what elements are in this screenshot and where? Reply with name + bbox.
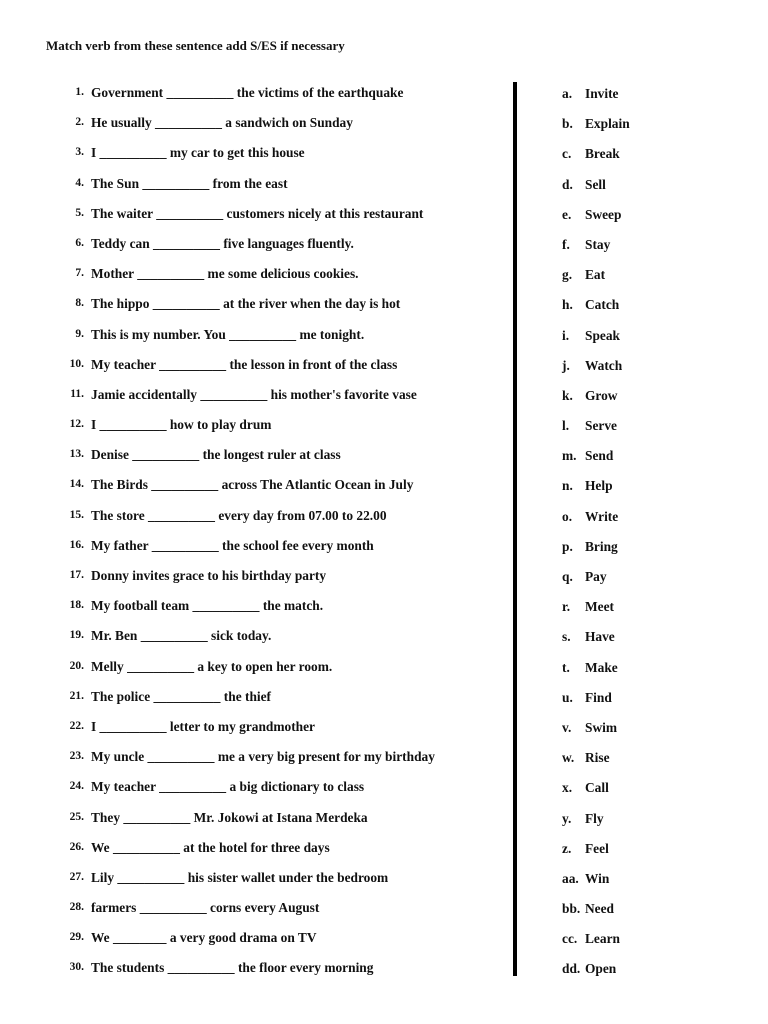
answer-word: Learn (585, 931, 620, 947)
answer-word: Have (585, 629, 615, 645)
question-number: 13. (69, 448, 84, 461)
answer-letter: r. (562, 599, 571, 615)
answer-letter: x. (562, 780, 573, 796)
question-text: Denise __________ the longest ruler at class (91, 447, 341, 463)
answer-word: Eat (585, 267, 606, 283)
question-text: Teddy can __________ five languages fluently. (91, 235, 354, 251)
question-number: 17. (69, 569, 84, 581)
question-number: 25. (69, 810, 84, 823)
question-number: 9. (75, 327, 84, 340)
question-number: 22. (69, 719, 84, 732)
answer-item (0, 357, 768, 387)
answer-letter: h. (562, 297, 573, 313)
answer-item (0, 749, 768, 779)
answer-letter: b. (562, 116, 573, 132)
question-number: 28. (69, 901, 84, 914)
question-number: 26. (69, 840, 84, 853)
answer-item (0, 85, 768, 115)
question-number: 20. (69, 659, 84, 672)
answer-word: Call (585, 780, 609, 796)
answer-item (0, 900, 768, 930)
answer-word: Stay (585, 236, 611, 252)
question-text: They __________ Mr. Jokowi at Istana Merdeka (91, 809, 368, 825)
answer-item (0, 659, 768, 689)
answer-word: Win (585, 870, 610, 886)
answer-letter: dd. (562, 961, 581, 977)
question-number: 30. (69, 961, 84, 974)
question-text: We __________ at the hotel for three days (91, 839, 330, 855)
answer-letter: k. (562, 387, 573, 403)
question-text: I __________ how to play drum (91, 417, 272, 433)
answer-item (0, 115, 768, 145)
question-text: The Sun __________ from the east (91, 175, 288, 191)
answer-item (0, 206, 768, 236)
question-text: I __________ my car to get this house (91, 145, 305, 161)
answer-item (0, 598, 768, 628)
answer-letter: aa. (562, 870, 579, 886)
question-number: 27. (69, 870, 84, 883)
answer-word: Write (585, 508, 619, 524)
answer-word: Serve (585, 418, 617, 434)
question-text: This is my number. You __________ me tonight. (91, 326, 365, 342)
answer-word: Invite (585, 86, 619, 101)
answer-word: Rise (585, 750, 610, 766)
question-number: 8. (75, 297, 84, 310)
question-number: 12. (69, 418, 84, 431)
answer-item (0, 810, 768, 840)
answer-item (0, 930, 768, 960)
question-text: Mother __________ me some delicious cookies. (91, 266, 359, 282)
answer-item (0, 387, 768, 417)
answer-item (0, 477, 768, 507)
question-text: Jamie accidentally __________ his mother's favorite vase (91, 386, 417, 402)
answer-word: Explain (585, 116, 630, 132)
answer-letter: v. (562, 719, 572, 735)
question-number: 3. (75, 146, 84, 159)
question-text: Melly __________ a key to open her room. (91, 658, 333, 674)
answer-word: Feel (585, 840, 609, 856)
answer-letter: m. (562, 448, 577, 464)
question-number: 1. (75, 86, 84, 98)
answer-word: Sell (585, 176, 606, 192)
answer-word: Catch (585, 297, 620, 313)
worksheet-instructions: Match verb from these sentence add S/ES if necessary (46, 38, 345, 53)
question-text: farmers __________ corns every August (91, 900, 320, 916)
answer-item (0, 719, 768, 749)
answer-word: Sweep (585, 206, 622, 222)
answer-letter: o. (562, 508, 573, 524)
answer-letter: a. (562, 86, 573, 101)
answer-item (0, 447, 768, 477)
answer-word: Help (585, 478, 613, 494)
question-text: The Birds __________ across The Atlantic Ocean in July (91, 477, 414, 493)
question-text: My teacher __________ the lesson in front of the class (91, 356, 398, 372)
answer-word: Send (585, 448, 614, 464)
answer-letter: cc. (562, 931, 578, 947)
question-text: The hippo __________ at the river when the day is hot (91, 296, 401, 312)
answer-word: Find (585, 689, 612, 705)
answer-letter: q. (562, 569, 573, 584)
answer-item (0, 840, 768, 870)
question-text: I __________ letter to my grandmother (91, 718, 316, 734)
question-number: 21. (69, 689, 84, 702)
answer-letter: y. (562, 810, 572, 826)
question-text: The students __________ the floor every morning (91, 960, 374, 976)
answer-item (0, 508, 768, 538)
answer-letter: s. (562, 629, 571, 645)
question-text: My teacher __________ a big dictionary to class (91, 779, 365, 795)
question-number: 29. (69, 931, 84, 944)
answer-letter: g. (562, 267, 573, 283)
question-number: 4. (75, 176, 84, 189)
question-text: We ________ a very good drama on TV (91, 930, 317, 946)
answer-letter: l. (562, 418, 570, 434)
question-text: He usually __________ a sandwich on Sunday (91, 115, 353, 131)
answer-item (0, 236, 768, 266)
answer-word: Meet (585, 599, 614, 615)
question-number: 5. (75, 206, 84, 219)
question-text: Lily __________ his sister wallet under the bedroom (91, 869, 389, 885)
answer-item (0, 568, 768, 598)
answer-item (0, 145, 768, 175)
answer-word: Pay (585, 569, 607, 584)
question-number: 7. (75, 267, 84, 280)
answer-letter: w. (562, 750, 575, 766)
answer-item (0, 689, 768, 719)
question-number: 6. (75, 236, 84, 249)
answer-word: Make (585, 659, 618, 675)
question-number: 23. (69, 750, 84, 763)
question-text: My uncle __________ me a very big present for my birthday (91, 749, 435, 765)
question-text: Mr. Ben __________ sick today. (91, 628, 272, 644)
answer-item (0, 327, 768, 357)
answer-word: Watch (585, 357, 623, 373)
question-text: Donny invites grace to his birthday party (91, 568, 327, 583)
answer-letter: f. (562, 236, 570, 252)
answer-letter: p. (562, 538, 573, 554)
question-text: My football team __________ the match. (91, 598, 324, 614)
question-number: 10. (69, 357, 84, 370)
question-number: 18. (69, 599, 84, 612)
answer-word: Swim (585, 719, 617, 735)
answer-word: Open (585, 961, 617, 977)
answer-letter: bb. (562, 901, 581, 917)
question-number: 19. (69, 629, 84, 642)
answer-letter: n. (562, 478, 573, 494)
answer-word: Grow (585, 387, 618, 403)
question-text: The store __________ every day from 07.00 to 22.00 (91, 507, 387, 523)
answer-item (0, 266, 768, 296)
answer-letter: d. (562, 176, 573, 192)
question-number: 16. (69, 538, 84, 551)
answer-word: Need (585, 901, 615, 917)
question-number: 14. (69, 478, 84, 491)
answer-list (0, 85, 768, 991)
answer-letter: i. (562, 327, 570, 343)
question-number: 15. (69, 508, 84, 521)
answer-item (0, 417, 768, 447)
answer-word: Fly (585, 810, 604, 826)
question-number: 11. (70, 387, 84, 400)
question-text: Government __________ the victims of the earthquake (91, 85, 404, 100)
answer-letter: j. (562, 357, 570, 373)
answer-item (0, 296, 768, 326)
answer-letter: t. (562, 659, 570, 675)
answer-letter: e. (562, 206, 572, 222)
answer-item (0, 960, 768, 990)
answer-item (0, 538, 768, 568)
answer-item (0, 628, 768, 658)
answer-letter: c. (562, 146, 572, 162)
answer-letter: u. (562, 689, 573, 705)
question-number: 2. (75, 116, 84, 129)
answer-letter: z. (562, 840, 572, 856)
answer-item (0, 779, 768, 809)
answer-word: Bring (585, 538, 618, 554)
answer-word: Speak (585, 327, 620, 343)
question-text: My father __________ the school fee every month (91, 537, 374, 553)
answer-item (0, 870, 768, 900)
answer-word: Break (585, 146, 620, 162)
question-text: The police __________ the thief (91, 688, 272, 704)
question-text: The waiter __________ customers nicely at this restaurant (91, 205, 424, 221)
question-number: 24. (69, 780, 84, 793)
answer-item (0, 176, 768, 206)
